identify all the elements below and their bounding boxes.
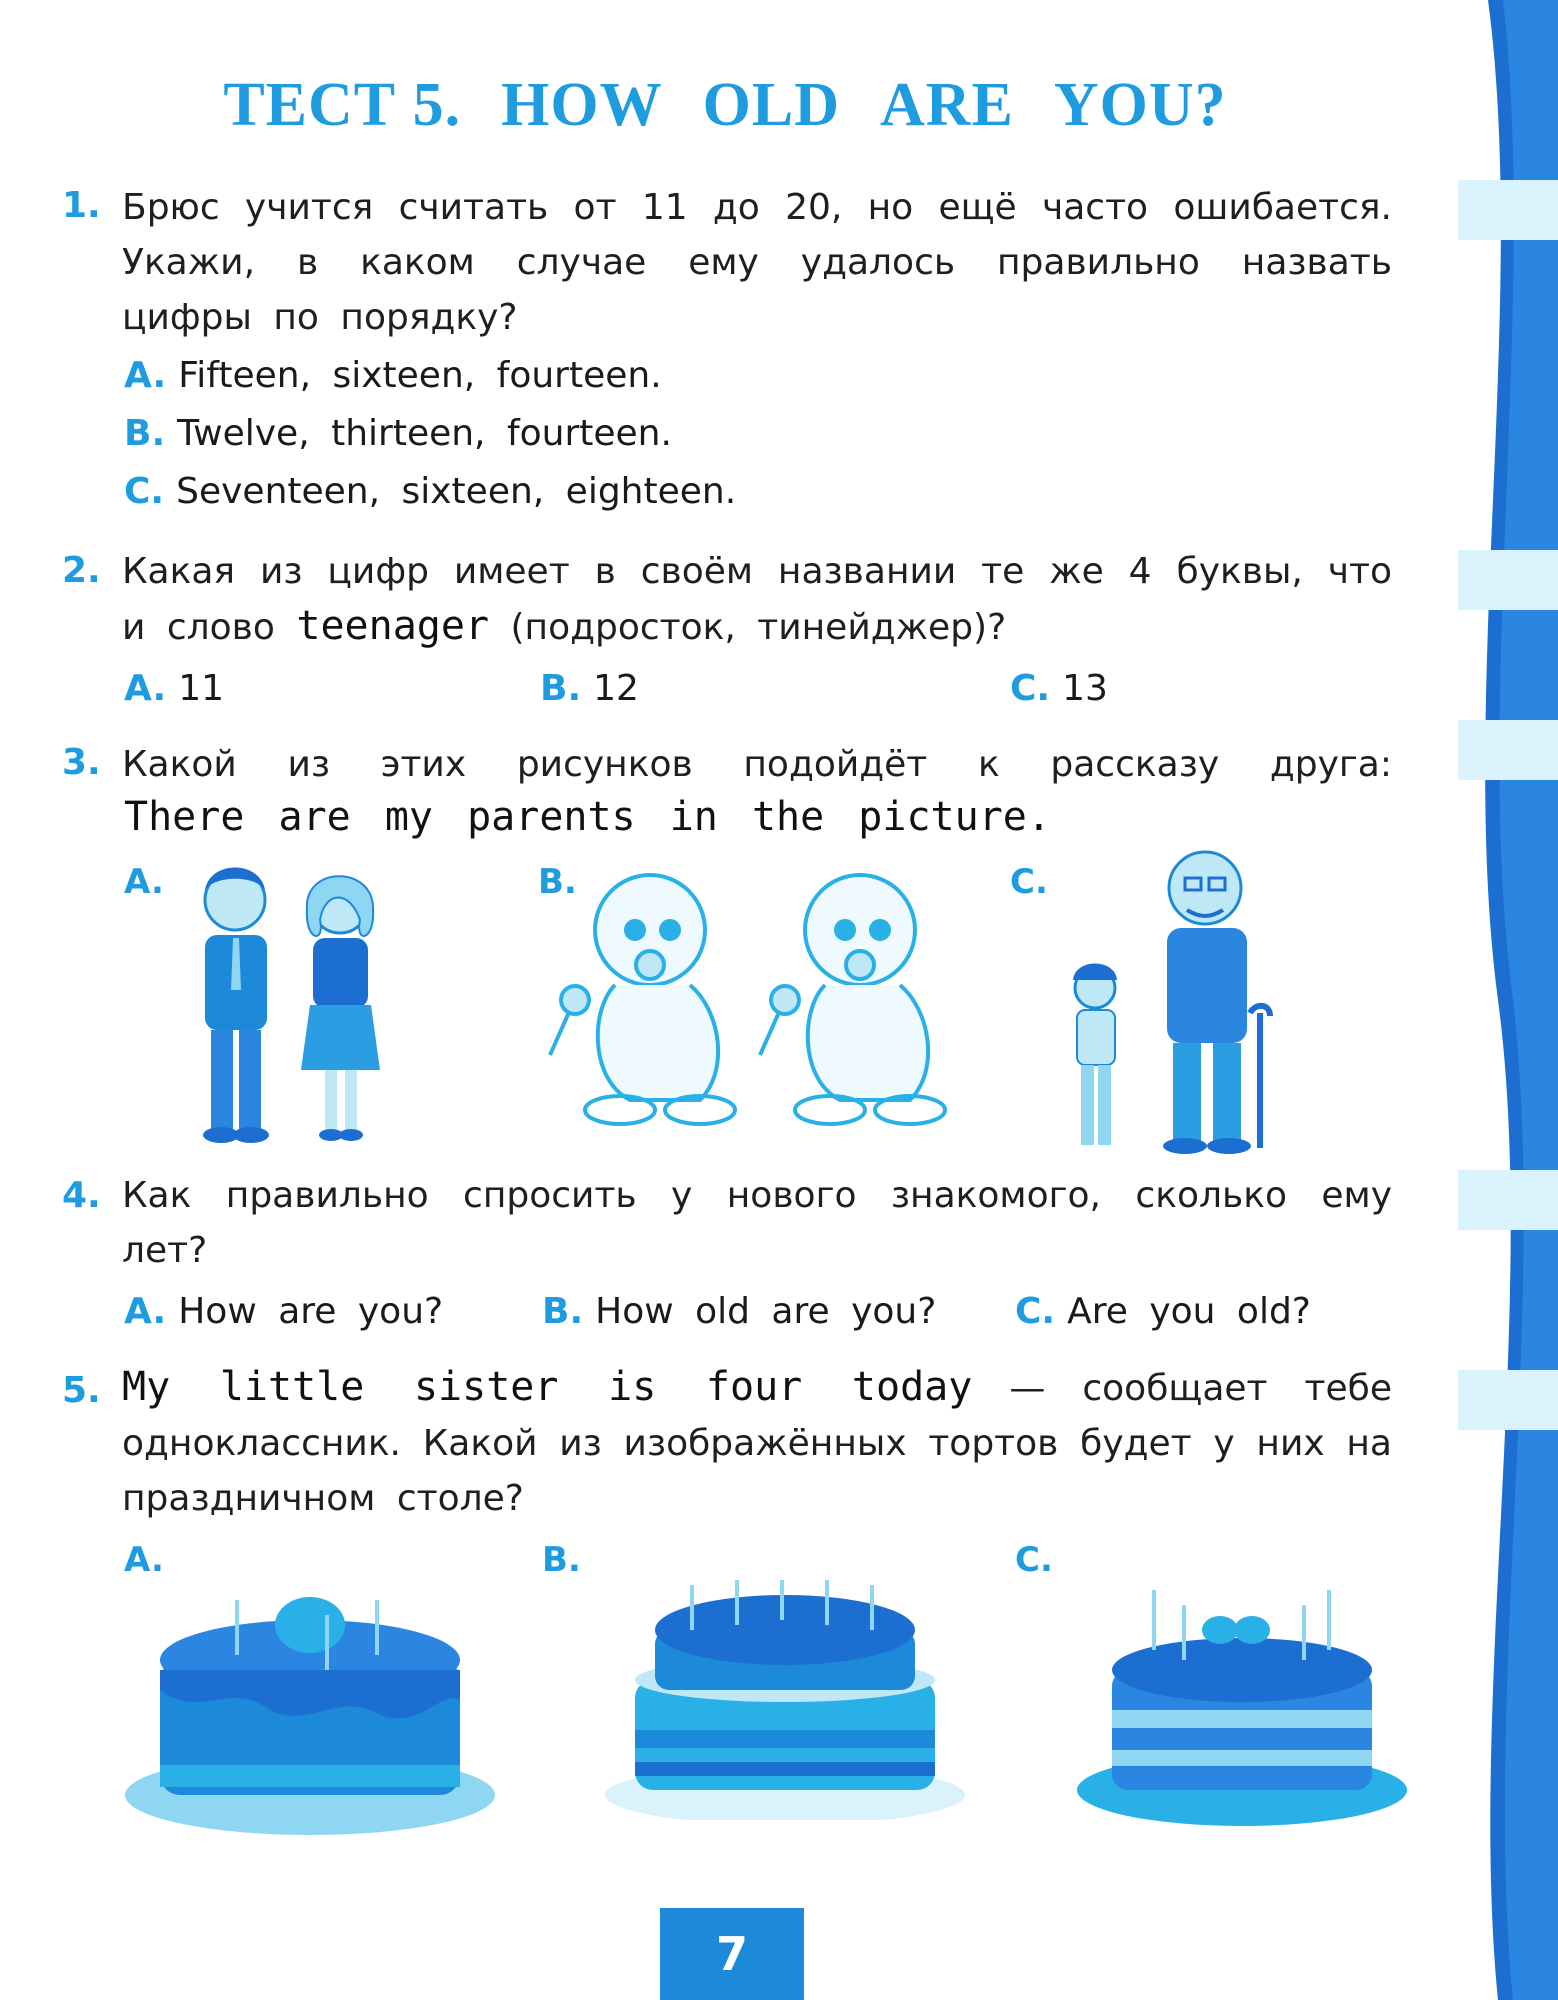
question-2-word: teenager (296, 603, 490, 649)
question-5-label-c: C. (1015, 1540, 1053, 1580)
question-1-number: 1. (62, 185, 101, 226)
question-3-number: 3. (62, 742, 101, 783)
page-number: 7 (660, 1908, 804, 2000)
question-3-label-a: A. (124, 862, 164, 902)
option-letter: A. (124, 355, 167, 396)
question-4-text: Как правильно спросить у нового знакомого, сколько ему лет? (122, 1175, 1392, 1271)
question-5-text-rest: — сообщает тебе одноклассник. Какой из изображённых тортов будет у них на праздничном столе? (122, 1368, 1392, 1519)
decorative-side-band (1458, 0, 1558, 2000)
boy-and-grandfather-illustration[interactable] (1055, 838, 1285, 1158)
question-2-text (122, 544, 1392, 655)
option-letter: A. (124, 668, 167, 709)
option-text: Seventeen, sixteen, eighteen. (176, 471, 737, 512)
cake-c-illustration[interactable] (1072, 1590, 1412, 1830)
option-letter: C. (1015, 1291, 1056, 1332)
question-1-option-b[interactable] (124, 413, 672, 454)
option-letter: A. (124, 1291, 167, 1332)
option-text: Are you old? (1067, 1291, 1311, 1332)
title-word: OLD (702, 71, 840, 139)
question-4-option-a[interactable] (124, 1291, 443, 1332)
question-1-option-a[interactable] (124, 355, 662, 396)
question-2-option-a[interactable] (124, 668, 224, 709)
question-3-text: Какой из этих рисунков подойдёт к рассказу друга: (122, 744, 1392, 785)
question-5-label-a: A. (124, 1540, 164, 1580)
cake-a-illustration[interactable] (120, 1570, 500, 1840)
option-letter: C. (1010, 668, 1051, 709)
title-word: YOU? (1053, 71, 1227, 139)
title-word: HOW (501, 71, 663, 139)
option-text: How are you? (178, 1291, 444, 1332)
question-5-phrase: My little sister is four today (122, 1364, 973, 1410)
option-letter: B. (542, 1291, 584, 1332)
option-text: Fifteen, sixteen, fourteen. (178, 355, 662, 396)
option-text: 13 (1062, 668, 1108, 709)
question-3-label-b: B. (538, 862, 577, 902)
option-text: 11 (178, 668, 225, 709)
question-2-text-before: Какая из цифр имеет в своём названии те же 4 буквы, что и слово (122, 551, 1392, 648)
question-3-phrase: There are my parents in the picture. (124, 794, 1051, 840)
option-text: 12 (593, 668, 639, 709)
page-title (0, 70, 1450, 141)
question-5-label-b: B. (542, 1540, 581, 1580)
option-letter: B. (124, 413, 166, 454)
question-1-text: Брюс учится считать от 11 до 20, но ещё часто ошибается. Укажи, в каком случае ему удалось правильно назвать цифры по порядку? (122, 187, 1392, 338)
question-4-option-c[interactable] (1015, 1291, 1311, 1332)
option-text: How old are you? (595, 1291, 937, 1332)
question-4-option-b[interactable] (542, 1291, 936, 1332)
cake-b-illustration[interactable] (600, 1580, 970, 1820)
title-prefix: ТЕСТ 5. (223, 71, 462, 139)
option-letter: C. (124, 471, 165, 512)
title-word: ARE (879, 71, 1014, 139)
option-text: Twelve, thirteen, fourteen. (177, 413, 672, 454)
question-2-option-b[interactable] (540, 668, 639, 709)
question-2-number: 2. (62, 550, 101, 591)
option-letter: B. (540, 668, 582, 709)
question-3-label-c: C. (1010, 862, 1048, 902)
babies-illustration[interactable] (530, 860, 990, 1130)
question-5-text (122, 1360, 1392, 1526)
question-5-number: 5. (62, 1370, 101, 1411)
question-1-option-c[interactable] (124, 471, 736, 512)
question-2-option-c[interactable] (1010, 668, 1108, 709)
question-4-number: 4. (62, 1175, 101, 1216)
parents-illustration[interactable] (175, 850, 415, 1150)
question-2-text-after: (подросток, тинейджер)? (510, 607, 1007, 648)
